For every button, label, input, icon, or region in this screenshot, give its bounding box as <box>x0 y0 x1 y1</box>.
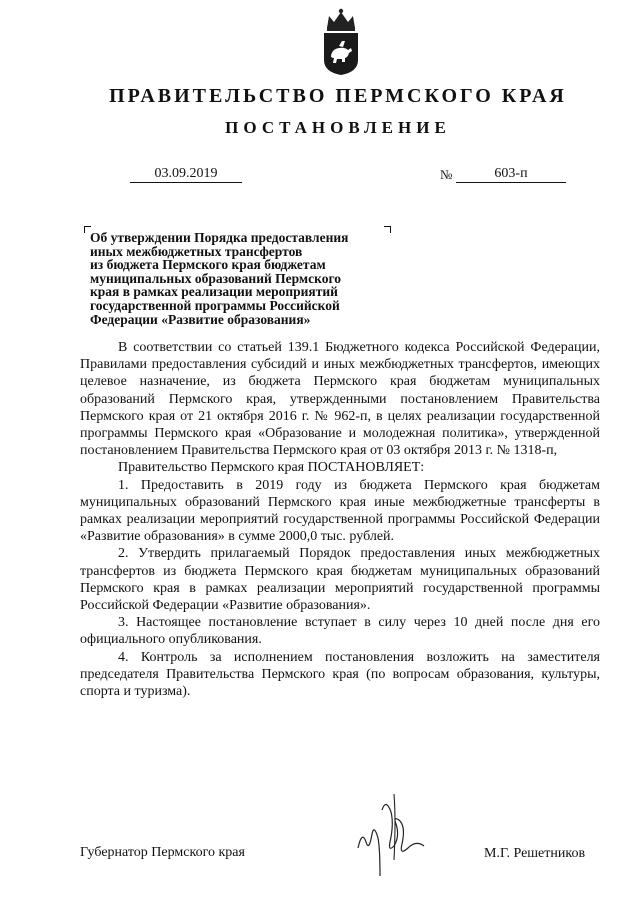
coat-of-arms-emblem <box>318 6 364 76</box>
document-subject <box>90 231 390 326</box>
signatory-role: Губернатор Пермского края <box>80 845 245 860</box>
subject-line: иных межбюджетных трансфертов <box>90 243 303 259</box>
resolution-statement: Правительство Пермского края ПОСТАНОВЛЯЕТ: <box>118 460 425 476</box>
clause-paragraph: 4. Контроль за исполнением постановления возложить на заместителя председателя Правительства Пермского края (по вопросам образования, культуры, спорта и туризма). <box>80 649 600 700</box>
clause-paragraph: 3. Настоящее постановление вступает в силу через 10 дней после дня его официального опубликования. <box>80 615 600 648</box>
org-title: ПРАВИТЕЛЬСТВО ПЕРМСКОГО КРАЯ <box>109 85 567 107</box>
signatory-name: М.Г. Решетников <box>484 846 586 861</box>
handwritten-signature <box>336 790 456 880</box>
subject-line: из бюджета Пермского края бюджетам <box>90 257 326 273</box>
preamble-paragraph: В соответствии со статьей 139.1 Бюджетного кодекса Российской Федерации, Правилами предоставления субсидий и иных межбюджетных трансфертов, имеющих целевое назначение, из бюджета Пермского края бюджетам муниципальных образований Пермского края, утвержденными постановлением Правительства Пермского края от 21 октября 2016 г. № 962-п, в целях реализации государственной программы Пермского края «Образование и молодежная политика», утвержденной постановлением Правительства Пермского края от 03 октября 2013 г. № 1318-п, <box>80 340 600 459</box>
subject-line: муниципальных образований Пермского <box>90 270 342 286</box>
subject-line: Федерации «Развитие образования» <box>90 311 311 327</box>
clause-paragraph: 1. Предоставить в 2019 году из бюджета Пермского края бюджетам муниципальных образований Пермского края иные межбюджетные трансферты в рамках реализации мероприятий государственной программы Российской Федерации «Развитие образования» в сумме 2000,0 тыс. рублей. <box>80 477 600 545</box>
subject-line: края в рамках реализации мероприятий <box>90 284 338 300</box>
document-body <box>80 339 600 700</box>
document-number: 603-п <box>456 166 566 183</box>
clause-paragraph: 2. Утвердить прилагаемый Порядок предоставления иных межбюджетных трансфертов из бюджета Пермского края бюджетам муниципальных образований Пермского края в рамках реализации мероприятий государственной программы Российской Федерации «Развитие образования». <box>80 546 600 614</box>
subject-line: Об утверждении Порядка предоставления <box>90 230 349 245</box>
document-type: ПОСТАНОВЛЕНИЕ <box>225 118 451 137</box>
number-sign: № <box>440 167 453 182</box>
subject-line: государственной программы Российской <box>90 297 340 313</box>
document-date: 03.09.2019 <box>130 166 242 183</box>
